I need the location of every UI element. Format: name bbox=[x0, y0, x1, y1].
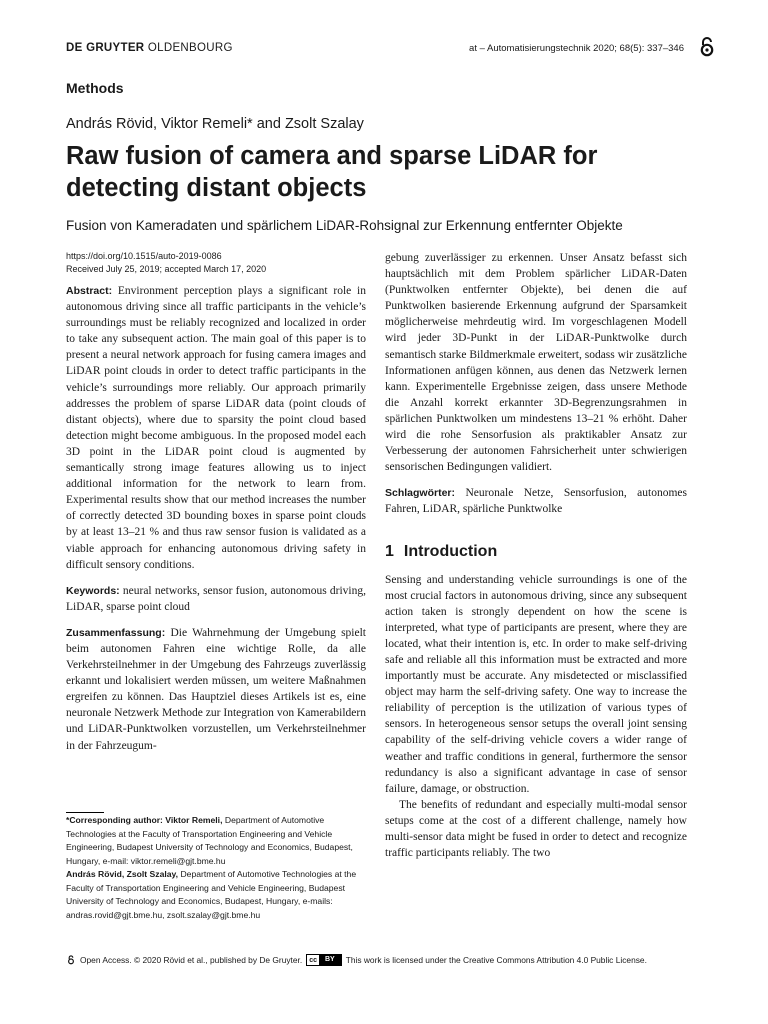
journal-citation: at – Automatisierungstechnik 2020; 68(5): 337–346 bbox=[469, 43, 684, 54]
article-title: Raw fusion of camera and sparse LiDAR for detecting distant objects bbox=[66, 142, 598, 202]
intro-paragraph-1: Sensing and understanding vehicle surroundings is one of the most crucial factors in autonomous driving, since any subsequent action taken is strongly dependent on how the scene is interpreted, what type of participants are present, where they are located, what their intention is, etc. In order to make self-driving safe and reliable all this information must be extracted and more importantly must be accurate. Any misdetected or misclassified object may harm the self-driving safety. One way to increase the reliability of perception is the utilization of various types of sensors. In heterogeneous sensor setups the overall joint sensing capability of the self-driving vehicle covers a wider range of weather and traffic conditions in general, furthermore the sensor redundancy is also a significant advantage in case of sensor failure, damage, or obstruction. bbox=[385, 573, 687, 795]
section-label: Methods bbox=[66, 80, 124, 96]
other-authors-text: Department of Automotive Technologies at the Faculty of Transportation Engineering and Vehicle Engineering, Budapest University of Technology and Economics, Budapest, Hungary, e-mails: andras.rovid@gjt.bme.hu, zsolt.szalay@gjt.bme.hu bbox=[66, 869, 357, 920]
publisher-bold: DE GRUYTER bbox=[66, 42, 145, 54]
left-column bbox=[66, 250, 366, 754]
keywords-text: neural networks, sensor fusion, autonomous driving, LiDAR, sparse point cloud bbox=[66, 584, 366, 613]
cc-by-badge[interactable] bbox=[306, 954, 342, 966]
corresponding-author-note bbox=[66, 814, 366, 868]
zusammenfassung-text-left: Die Wahrnehmung der Umgebung spielt beim autonomen Fahren eine wichtige Rolle, da alle Verkehrsteilnehmer in der Umgebung des Fahrzeugs zuverlässig erkannt und lokalisiert werden müssen, um weitere Maßnahmen ergreifen zu können. Das Hauptziel dieses Artikels ist es, eine neuronale Netzwerk Methode zur Integration von Kamerabildern und LiDAR-Punktwolken vorzustellen, um Verkehrsteilnehmer in der Fahrzeugum- bbox=[66, 626, 366, 752]
open-access-small-icon bbox=[66, 955, 76, 965]
zusammenfassung-continued: gebung zuverlässiger zu erkennen. Unser Ansatz befasst sich hauptsächlich mit dem Problem spärlicher LiDAR-Daten (Punktwolken entfernter Objekte), bei denen die auf Punktwolken basierende Erkennung aufgrund der Sparsamkeit möglicherweise mehrdeutig wird. Im vorgeschlagenen Modell wird jeder 3D-Punkt in der LiDAR-Punktwolke durch semantisch starke Bildmerkmale erweitert, sodass wir zusätzliche Informationen anfügen können, aus denen das Netzwerk lernen kann. Experimentelle Ergebnisse zeigen, dass unsere Methode die Anzahl korrekt erkannter 3D-Begrenzungsrahmen in spärlichen Punktwolken um mindestens 13–21 % erhöht. Daher wird die rohe Sensorfusion als praktikabler Ansatz zur Verbesserung der autonomen Fahrsicherheit unter schwierigen sensorischen Bedingungen validiert. bbox=[385, 252, 687, 474]
section-number: 1 bbox=[385, 542, 394, 560]
right-column bbox=[385, 250, 687, 861]
open-access-statement: Open Access. © 2020 Rövid et al., published by De Gruyter. bbox=[80, 955, 303, 965]
corresponding-author-text: Department of Automotive Technologies at the Faculty of Transportation Engineering and Vehicle Engineering, Budapest University of Technology and Economics, Budapest, Hungary, e-mail: viktor.remeli@gjt.bme.hu bbox=[66, 815, 353, 866]
other-authors-label: András Rövid, Zsolt Szalay, bbox=[66, 869, 179, 879]
abstract-text: Environment perception plays a significant role in autonomous driving since all traffic participants in the vehicle’s surroundings must be reliably recognized and localized in order to take any subsequent action. The main goal of this paper is to present a neural network approach for fusing camera images and LiDAR point clouds in order to detect traffic participants in the vehicle’s surroundings more reliably. Our approach primarily addresses the problem of sparse LiDAR data (point clouds of distant objects), where due to sparsity the point cloud based detection might become ambiguous. In the proposed model each 3D point in the LiDAR point cloud is augmented by semantically strong image features allowing us to inject additional information for the network to learn from. Experimental results show that our method increases the number of correctly detected 3D bounding boxes in sparse point clouds by at least 13–21 % and thus raw sensor fusion is validated as a viable approach for enhancing autonomous driving safety in difficult sensory conditions. bbox=[66, 285, 366, 571]
author-list: András Rövid, Viktor Remeli* and Zsolt Szalay bbox=[66, 116, 364, 132]
corresponding-author-label: *Corresponding author: Viktor Remeli, bbox=[66, 815, 223, 825]
schlagwoerter-text: Neuronale Netze, Sensorfusion, autonomes Fahren, LiDAR, spärliche Punktwolke bbox=[385, 487, 688, 516]
by-label: BY bbox=[319, 955, 341, 965]
abstract-label: Abstract: bbox=[66, 285, 113, 297]
schlagwoerter-label: Schlagwörter: bbox=[385, 487, 456, 500]
schlagwoerter bbox=[385, 485, 687, 517]
license-statement: This work is licensed under the Creative Commons Attribution 4.0 Public License. bbox=[345, 955, 647, 965]
publisher-name bbox=[66, 42, 233, 54]
publisher-rest: OLDENBOURG bbox=[147, 42, 233, 54]
article-subtitle: Fusion von Kameradaten und spärlichem LiDAR-Rohsignal zur Erkennung entfernter Objekte bbox=[66, 218, 623, 233]
zusammenfassung bbox=[66, 625, 366, 754]
abstract bbox=[66, 283, 366, 573]
article-meta bbox=[66, 250, 366, 276]
zusammenfassung-label: Zusammenfassung: bbox=[66, 626, 166, 639]
introduction-heading bbox=[385, 542, 687, 562]
intro-paragraph-2: The benefits of redundant and especially multi-modal sensor setups come at the cost of a different challenge, namely how multi-sensor data might be fused in order to detect and recognize traffic participants reliably. The two bbox=[385, 798, 687, 860]
open-access-icon bbox=[696, 36, 718, 58]
doi-link[interactable]: https://doi.org/10.1515/auto-2019-0086 bbox=[66, 251, 222, 261]
received-dates: Received July 25, 2019; accepted March 17, 2020 bbox=[66, 264, 267, 274]
license-footer bbox=[66, 954, 647, 966]
section-title: Introduction bbox=[403, 542, 498, 560]
footnote-rule bbox=[66, 812, 104, 813]
cc-label: cc bbox=[309, 956, 317, 964]
keywords-label: Keywords: bbox=[66, 584, 120, 597]
other-authors-note bbox=[66, 868, 366, 922]
footnote bbox=[66, 814, 366, 922]
keywords bbox=[66, 583, 366, 615]
